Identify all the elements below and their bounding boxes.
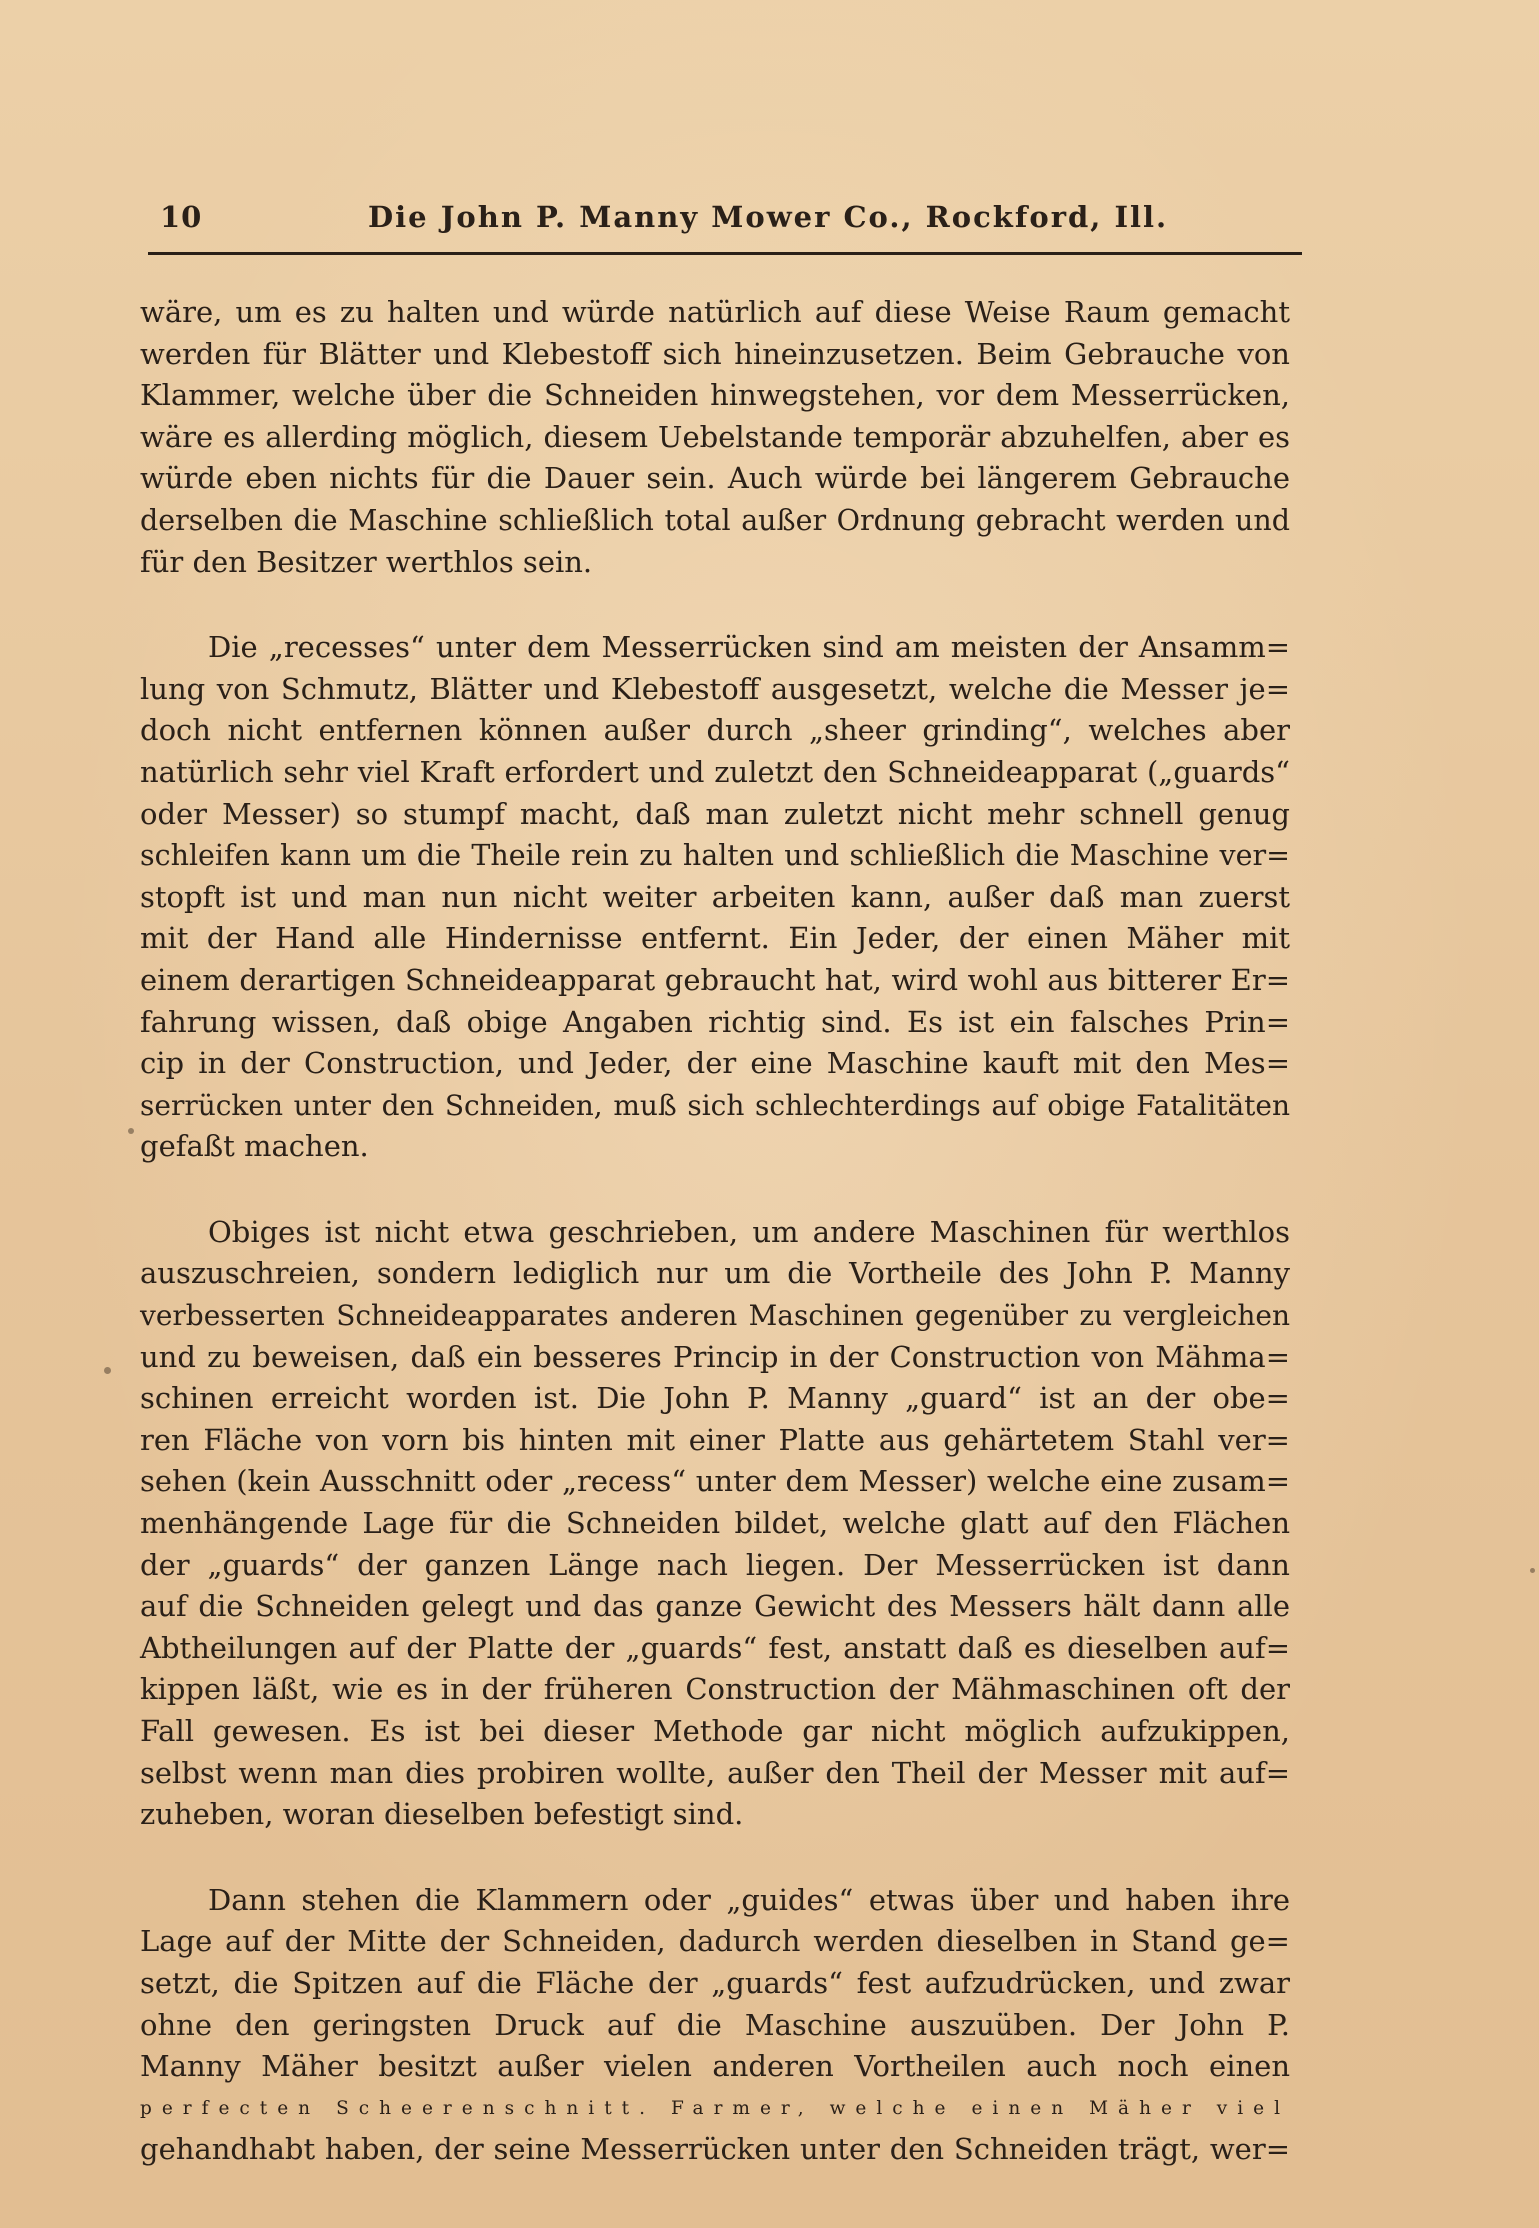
text-line: zuheben, woran dieselben befestigt sind. — [140, 1797, 744, 1832]
text-line: menhängende Lage für die Schneiden bildet, welche glatt auf den Flächen — [140, 1506, 1290, 1541]
text-line: auf die Schneiden gelegt und das ganze Gewicht des Messers hält dann alle — [140, 1589, 1290, 1624]
page-number: 10 — [160, 200, 203, 234]
text-line: derselben die Maschine schließlich total außer Ordnung gebracht werden und — [140, 503, 1290, 537]
text-line: schinen erreicht worden ist. Die John P. Manny „guard“ ist an der obe= — [140, 1381, 1290, 1416]
body-text — [140, 292, 1290, 2215]
text-line: mit der Hand alle Hindernisse entfernt. Ein Jeder, der einen Mäher mit — [140, 921, 1290, 956]
text-line: lung von Schmutz, Blätter und Klebestoff ausgesetzt, welche die Messer je= — [140, 671, 1290, 706]
text-line: serrücken unter den Schneiden, muß sich schlechterdings auf obige Fatalitäten — [140, 1088, 1290, 1122]
text-line: ren Fläche von vorn bis hinten mit einer Platte aus gehärtetem Stahl ver= — [140, 1422, 1290, 1457]
text-line: gehandhabt haben, der seine Messerrücken unter den Schneiden trägt, wer= — [140, 2132, 1290, 2167]
paper-speck — [1530, 1568, 1535, 1573]
paper-speck — [104, 1367, 111, 1374]
text-line: Abtheilungen auf der Platte der „guards“ fest, anstatt daß es dieselben auf= — [140, 1630, 1290, 1665]
text-line: wäre, um es zu halten und würde natürlich auf diese Weise Raum gemacht — [140, 295, 1290, 329]
header-rule — [148, 252, 1302, 255]
text-line: Fall gewesen. Es ist bei dieser Methode gar nicht möglich aufzukippen, — [140, 1714, 1290, 1748]
text-line: perfecten Scheerenschnitt. Farmer, welche einen Mäher viel — [140, 2097, 1290, 2119]
text-line: einem derartigen Schneideapparat gebraucht hat, wird wohl aus bitterer Er= — [140, 962, 1290, 997]
text-line: setzt, die Spitzen auf die Fläche der „guards“ fest aufzudrücken, und zwar — [140, 1965, 1290, 2000]
text-line: stopft ist und man nun nicht weiter arbeiten kann, außer daß man zuerst — [140, 879, 1290, 914]
paragraph-3 — [140, 1212, 1290, 1836]
text-line: und zu beweisen, daß ein besseres Princip in der Construction von Mähma= — [140, 1339, 1290, 1374]
text-line: werden für Blätter und Klebestoff sich hineinzusetzen. Beim Gebrauche von — [140, 336, 1290, 371]
text-line: kippen läßt, wie es in der früheren Construction der Mähmaschinen oft der — [140, 1672, 1290, 1707]
paragraph-4 — [140, 1880, 1290, 2171]
text-line: selbst wenn man dies probiren wollte, außer den Theil der Messer mit auf= — [140, 1755, 1290, 1790]
text-line: ohne den geringsten Druck auf die Maschine auszuüben. Der John P. — [140, 2007, 1290, 2042]
text-line: Obiges ist nicht etwa geschrieben, um andere Maschinen für werthlos — [208, 1214, 1290, 1249]
text-line: Klammer, welche über die Schneiden hinwegstehen, vor dem Messerrücken, — [140, 378, 1290, 413]
text-line: sehen (kein Ausschnitt oder „recess“ unter dem Messer) welche eine zusam= — [140, 1464, 1290, 1499]
text-line: Dann stehen die Klammern oder „guides“ etwas über und haben ihre — [208, 1882, 1290, 1917]
paper-speck — [128, 1128, 134, 1134]
running-head: Die John P. Manny Mower Co., Rockford, Ill. — [368, 200, 1169, 234]
text-line: auszuschreien, sondern lediglich nur um die Vortheile des John P. Manny — [140, 1256, 1290, 1291]
text-line: schleifen kann um die Theile rein zu halten und schließlich die Maschine ver= — [140, 839, 1290, 873]
text-line: verbesserten Schneideapparates anderen Maschinen gegenüber zu vergleichen — [140, 1299, 1290, 1333]
text-line: Manny Mäher besitzt außer vielen anderen Vortheilen auch noch einen — [140, 2049, 1290, 2084]
paragraph-2 — [140, 627, 1290, 1168]
text-line: oder Messer) so stumpf macht, daß man zuletzt nicht mehr schnell genug — [140, 796, 1290, 831]
text-line: für den Besitzer werthlos sein. — [140, 544, 593, 579]
text-line: doch nicht entfernen können außer durch „sheer grinding“, welches aber — [140, 713, 1290, 748]
paragraph-1 — [140, 292, 1290, 583]
text-line: natürlich sehr viel Kraft erfordert und zuletzt den Schneideapparat („guards“ — [140, 754, 1290, 789]
text-line: fahrung wissen, daß obige Angaben richtig sind. Es ist ein falsches Prin= — [140, 1004, 1290, 1039]
page-header — [150, 200, 1302, 256]
text-line: würde eben nichts für die Dauer sein. Auch würde bei längerem Gebrauche — [140, 461, 1290, 496]
text-line: Die „recesses“ unter dem Messerrücken sind am meisten der Ansamm= — [208, 630, 1290, 665]
text-line: gefaßt machen. — [140, 1129, 369, 1164]
text-line: wäre es allerding möglich, diesem Uebelstande temporär abzuhelfen, aber es — [140, 419, 1290, 454]
text-line: cip in der Construction, und Jeder, der eine Maschine kauft mit den Mes= — [140, 1046, 1290, 1081]
text-line: Lage auf der Mitte der Schneiden, dadurch werden dieselben in Stand ge= — [140, 1924, 1290, 1959]
text-line: der „guards“ der ganzen Länge nach liegen. Der Messerrücken ist dann — [140, 1547, 1290, 1582]
